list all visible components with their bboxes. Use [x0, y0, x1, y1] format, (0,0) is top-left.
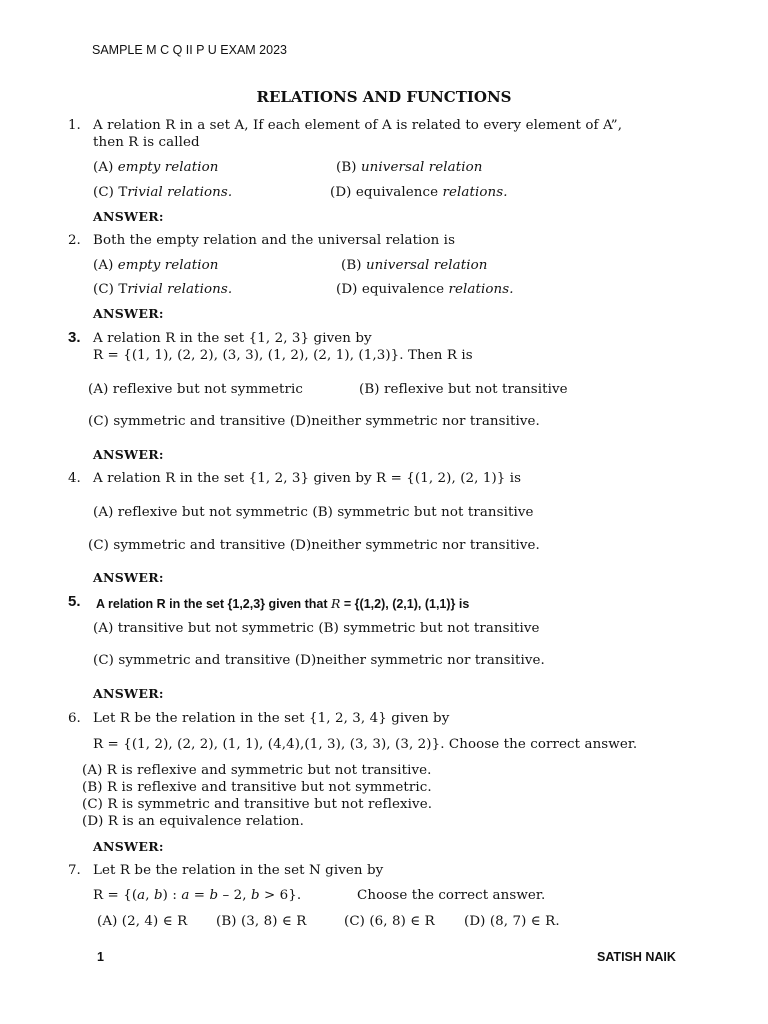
- answer-label: ANSWER:: [93, 570, 164, 585]
- answer-label: ANSWER:: [93, 839, 164, 854]
- option-ab: (A) transitive but not symmetric (B) symmetric but not transitive: [93, 621, 540, 636]
- option-c: (C) Trivial relations.: [93, 185, 233, 200]
- option-b: (B) universal relation: [336, 160, 483, 175]
- option-cd: (C) symmetric and transitive (D)neither symmetric nor transitive.: [88, 414, 540, 429]
- option-a: (A) empty relation: [93, 160, 219, 175]
- option-c: (C) (6, 8) ∈ R: [344, 914, 435, 929]
- question-text: Choose the correct answer.: [357, 888, 546, 903]
- option-b: (B) reflexive but not transitive: [359, 382, 568, 397]
- answer-label: ANSWER:: [93, 686, 164, 701]
- page-header: SAMPLE M C Q II P U EXAM 2023: [92, 43, 287, 57]
- question-text: then R is called: [93, 135, 200, 150]
- question-text: Both the empty relation and the universal relation is: [93, 233, 456, 248]
- option-a: (A) reflexive but not symmetric: [88, 382, 304, 397]
- option-b: (B) (3, 8) ∈ R: [216, 914, 307, 929]
- question-text: Let R be the relation in the set {1, 2, 3, 4} given by: [93, 711, 450, 726]
- option-b: (B) universal relation: [341, 258, 488, 273]
- option-b: (B) R is reflexive and transitive but not symmetric.: [82, 780, 432, 795]
- question-number: 3.: [68, 329, 81, 346]
- question-text: A relation R in the set {1,2,3} given that R = {(1,2), (2,1), (1,1)} is: [96, 596, 470, 611]
- footer-author: SATISH NAIK: [597, 950, 676, 964]
- option-a: (A) R is reflexive and symmetric but not transitive.: [82, 763, 432, 778]
- question-number: 7.: [68, 863, 81, 878]
- question-text: A relation R in the set {1, 2, 3} given by: [93, 331, 372, 346]
- answer-label: ANSWER:: [93, 447, 164, 462]
- question-number: 4.: [68, 471, 81, 486]
- question-text: R = {(1, 1), (2, 2), (3, 3), (1, 2), (2, 1), (1,3)}. Then R is: [93, 348, 473, 363]
- page-title: RELATIONS AND FUNCTIONS: [256, 88, 512, 106]
- question-number: 2.: [68, 233, 81, 248]
- option-a: (A) empty relation: [93, 258, 219, 273]
- question-text: A relation R in the set {1, 2, 3} given by R = {(1, 2), (2, 1)} is: [93, 471, 522, 486]
- option-ab: (A) reflexive but not symmetric (B) symmetric but not transitive: [93, 505, 534, 520]
- question-number: 1.: [68, 118, 81, 133]
- option-d: (D) R is an equivalence relation.: [82, 814, 305, 829]
- question-number: 5.: [68, 593, 81, 610]
- answer-label: ANSWER:: [93, 306, 164, 321]
- option-d: (D) equivalence relations.: [330, 185, 508, 200]
- question-text: A relation R in a set A, If each element of A is related to every element of A”,: [93, 118, 623, 133]
- question-text: R = {(1, 2), (2, 2), (1, 1), (4,4),(1, 3), (3, 3), (3, 2)}. Choose the correct answer.: [93, 737, 638, 752]
- question-number: 6.: [68, 711, 81, 726]
- option-a: (A) (2, 4) ∈ R: [97, 914, 188, 929]
- option-c: (C) Trivial relations.: [93, 282, 233, 297]
- answer-label: ANSWER:: [93, 209, 164, 224]
- question-text: R = {(a, b) : a = b – 2, b > 6}.: [93, 888, 302, 903]
- option-cd: (C) symmetric and transitive (D)neither symmetric nor transitive.: [88, 538, 540, 553]
- option-cd: (C) symmetric and transitive (D)neither symmetric nor transitive.: [93, 653, 545, 668]
- option-d: (D) equivalence relations.: [336, 282, 514, 297]
- question-text: Let R be the relation in the set N given by: [93, 863, 384, 878]
- option-c: (C) R is symmetric and transitive but not reflexive.: [82, 797, 433, 812]
- option-d: (D) (8, 7) ∈ R.: [464, 914, 560, 929]
- page-number: 1: [97, 950, 104, 964]
